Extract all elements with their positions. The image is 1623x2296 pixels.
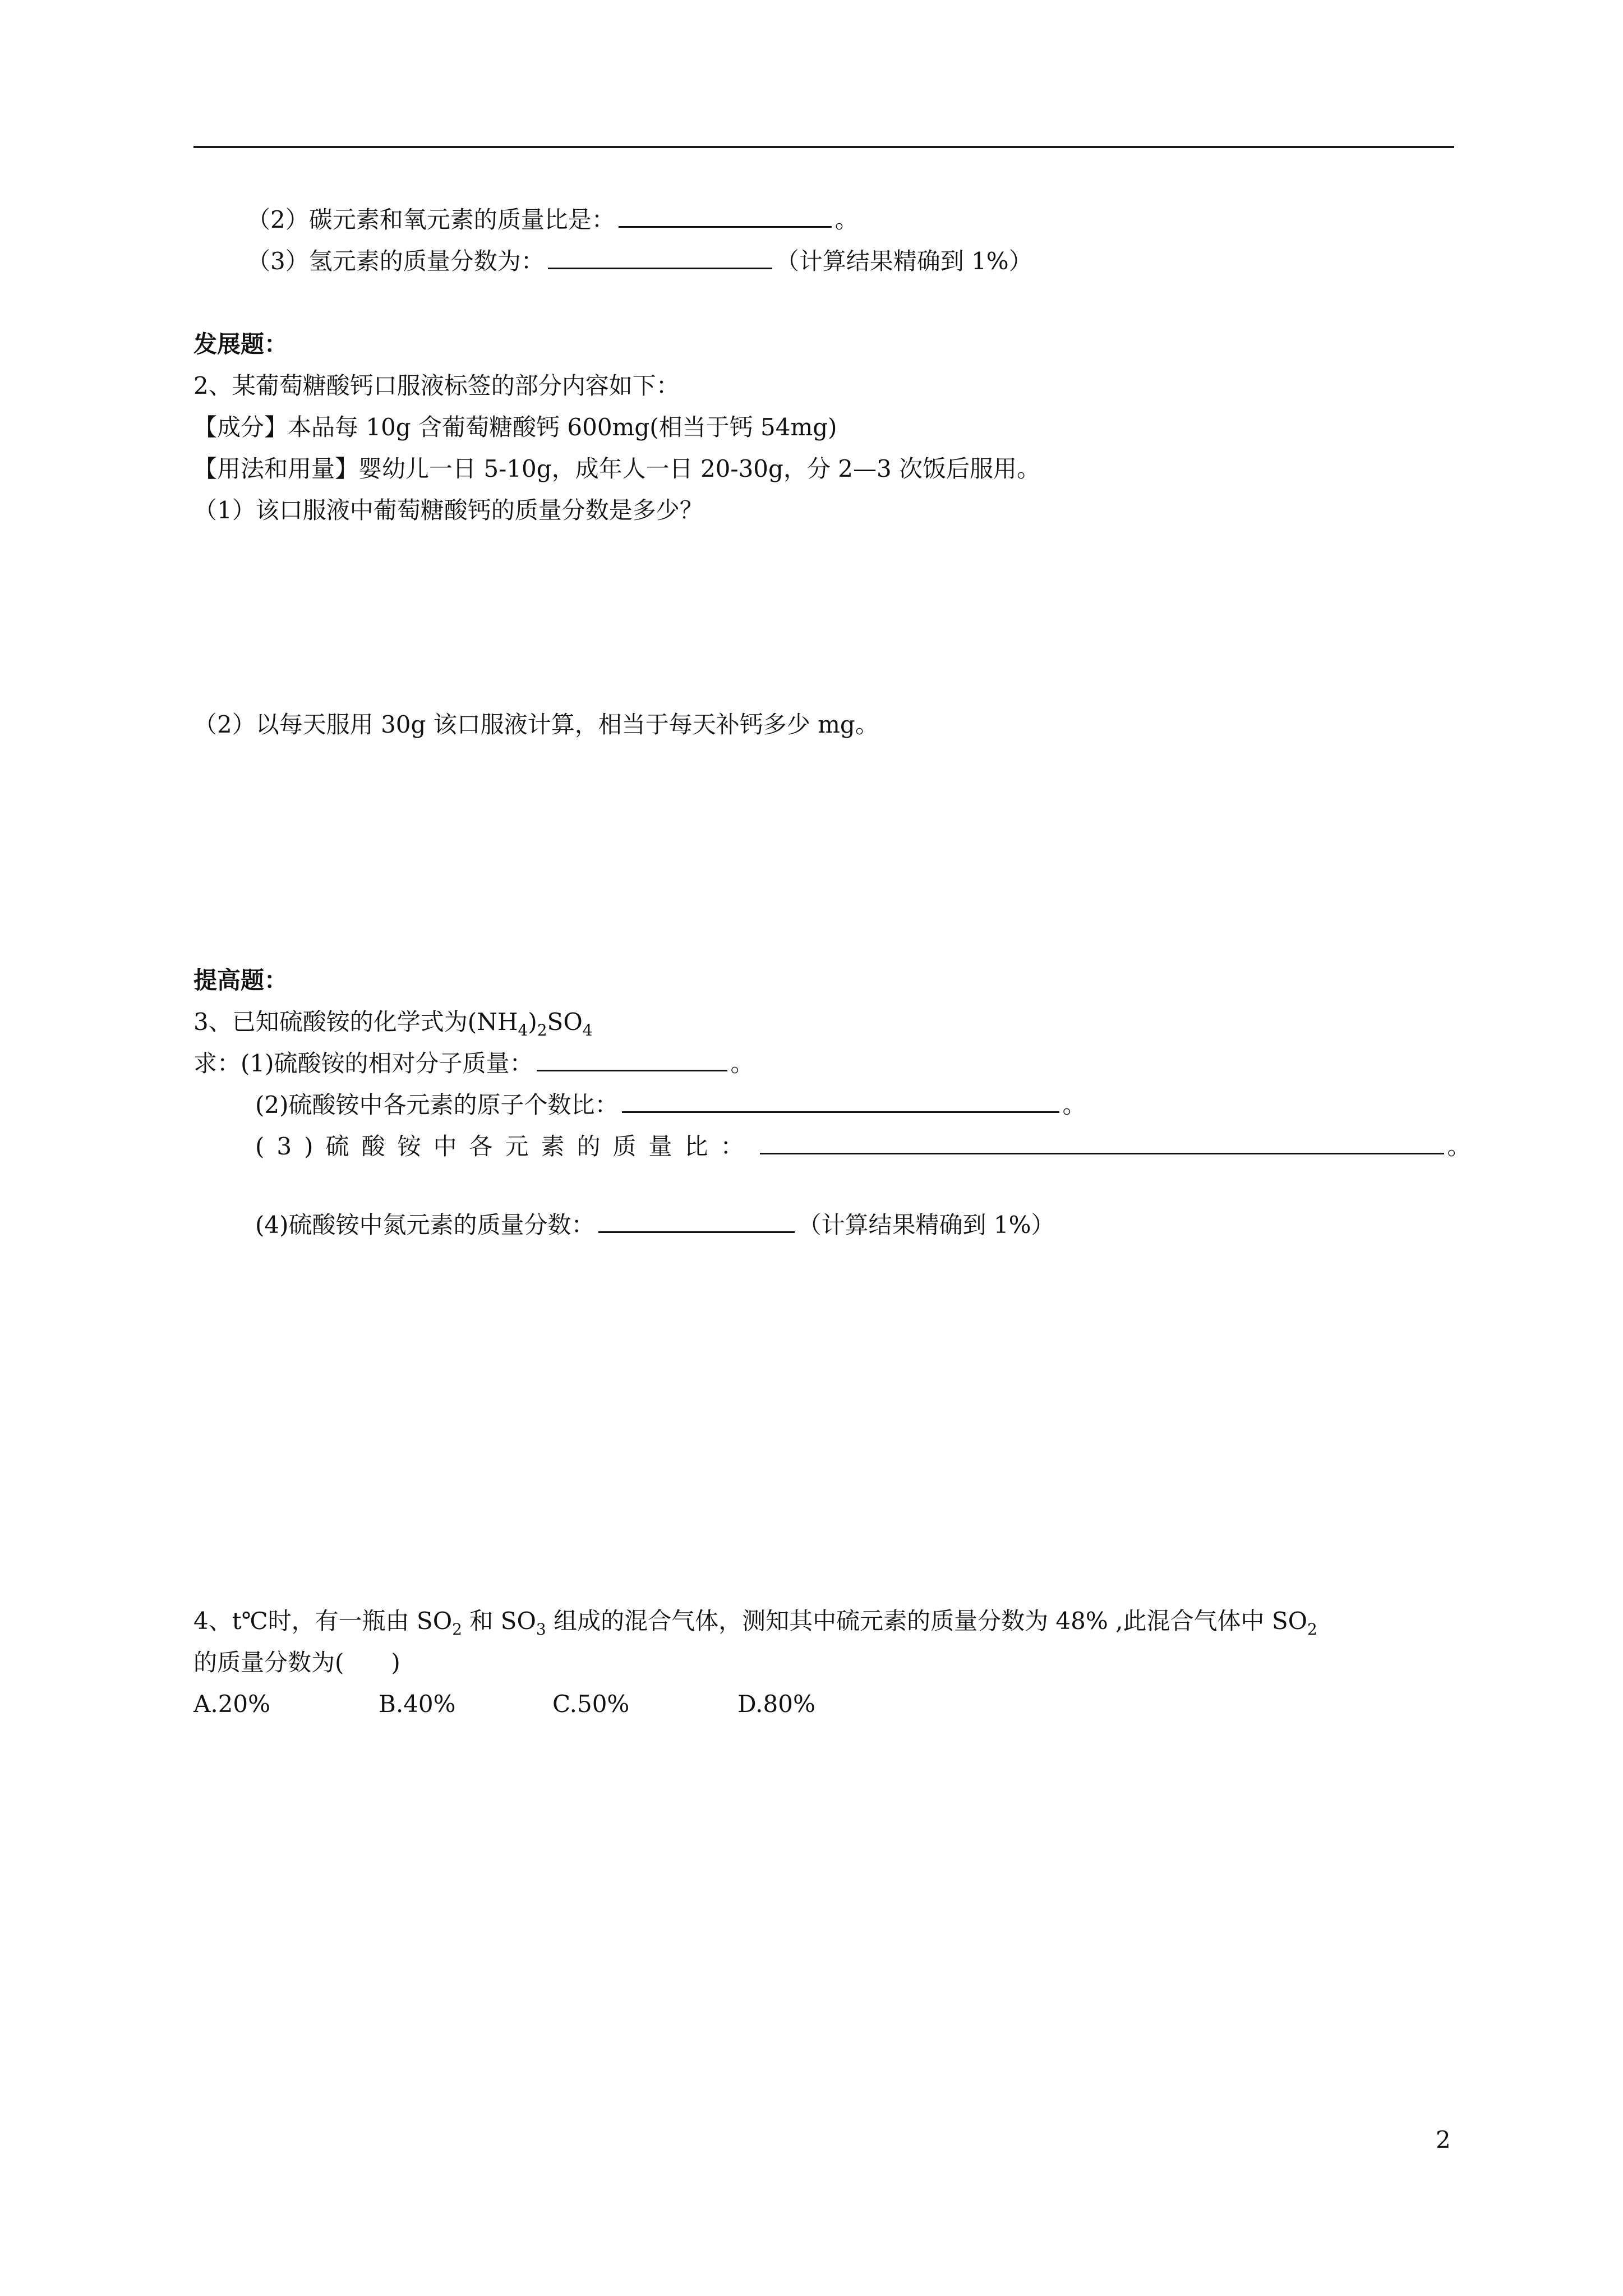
question-text: (4)硫酸铵中氮元素的质量分数： (255, 1211, 595, 1239)
question-3-part-3 (255, 1130, 1471, 1163)
formula-part: ) (528, 1008, 537, 1036)
question-end: 。 (730, 1050, 754, 1077)
question-end: 。 (1062, 1091, 1086, 1119)
question-text: (3)硫酸铵中各元素的质量比： (255, 1133, 757, 1160)
question-text: 和 SO (462, 1607, 536, 1635)
question-2-part-1: （1）该口服液中葡萄糖酸钙的质量分数是多少？ (193, 496, 703, 524)
option-c[interactable]: C.50% (552, 1690, 630, 1718)
question-note: （计算结果精确到 1%） (797, 1211, 1055, 1239)
formula-part: SO (547, 1008, 583, 1036)
answer-blank[interactable] (619, 204, 832, 228)
question-text: （2）碳元素和氧元素的质量比是： (247, 206, 615, 233)
question-4-options (193, 1687, 850, 1721)
question-4-line-1 (193, 1604, 1317, 1638)
question-text: 4、t℃时，有一瓶由 SO (193, 1607, 453, 1635)
development-heading: 发展题： (193, 330, 288, 358)
answer-blank[interactable] (548, 245, 772, 269)
label-usage: 【用法和用量】婴幼儿一日 5-10g，成年人一日 20-30g，分 2—3 次饭后服用。 (193, 455, 1041, 482)
question-3-intro (193, 1005, 593, 1039)
answer-blank[interactable] (598, 1209, 795, 1233)
question-2-part-2: （2）以每天服用 30g 该口服液计算，相当于每天补钙多少 mg。 (193, 711, 879, 738)
page-number: 2 (1436, 2126, 1451, 2154)
question-2-intro: 2、某葡萄糖酸钙口服液标签的部分内容如下： (193, 372, 680, 399)
question-3-part-4 (255, 1208, 1054, 1242)
question-text: (1)硫酸铵的相对分子质量： (241, 1050, 533, 1077)
subscript: 2 (1307, 1620, 1317, 1639)
question-text: (2)硫酸铵中各元素的原子个数比： (255, 1091, 619, 1119)
option-d[interactable]: D.80% (737, 1690, 815, 1718)
option-a[interactable]: A.20% (193, 1690, 271, 1718)
answer-blank[interactable] (760, 1130, 1444, 1154)
question-1-part-2 (247, 203, 859, 237)
subscript: 3 (536, 1620, 546, 1639)
subscript: 4 (582, 1021, 593, 1039)
question-1-part-3 (247, 245, 1032, 278)
improvement-heading: 提高题： (193, 967, 288, 994)
question-text: 组成的混合气体，测知其中硫元素的质量分数为 48% ,此混合气体中 SO (546, 1607, 1308, 1635)
subscript: 2 (452, 1620, 462, 1639)
header-rule (193, 146, 1454, 148)
question-note: （计算结果精确到 1%） (775, 247, 1032, 275)
ask-prefix: 求： (193, 1050, 241, 1077)
answer-blank[interactable] (537, 1047, 727, 1071)
question-end: 。 (1447, 1133, 1471, 1160)
subscript: 4 (518, 1021, 528, 1039)
option-b[interactable]: B.40% (379, 1690, 456, 1718)
question-3-part-1 (193, 1047, 754, 1080)
question-3-part-2 (255, 1088, 1086, 1122)
answer-blank[interactable] (622, 1089, 1059, 1113)
formula-part: 3、已知硫酸铵的化学式为(NH (193, 1008, 518, 1036)
subscript: 2 (537, 1021, 547, 1039)
question-text: （3）氢元素的质量分数为： (247, 247, 545, 275)
label-ingredient: 【成分】本品每 10g 含葡萄糖酸钙 600mg(相当于钙 54mg) (193, 413, 837, 441)
question-end: 。 (834, 206, 859, 233)
question-4-line-2: 的质量分数为( ) (193, 1649, 400, 1676)
